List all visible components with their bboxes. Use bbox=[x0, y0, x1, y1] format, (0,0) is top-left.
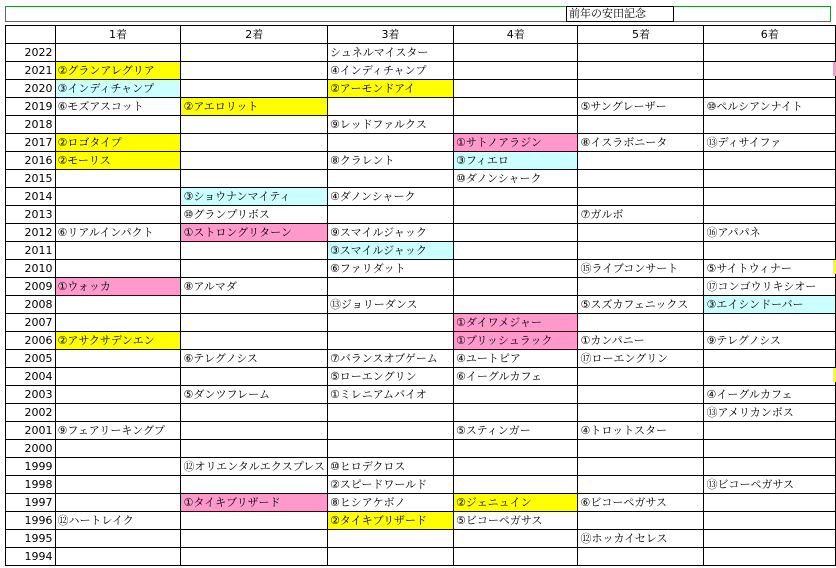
table-row bbox=[6, 278, 836, 296]
year-cell[interactable]: 2017 bbox=[6, 134, 56, 152]
table-row bbox=[6, 422, 836, 440]
table-row bbox=[6, 206, 836, 224]
result-cell[interactable] bbox=[181, 530, 327, 548]
year-cell[interactable]: 2013 bbox=[6, 206, 56, 224]
year-cell[interactable]: 1997 bbox=[6, 494, 56, 512]
result-cell[interactable] bbox=[55, 44, 181, 62]
result-cell[interactable] bbox=[578, 512, 704, 530]
header-2nd[interactable]: 2着 bbox=[181, 26, 327, 44]
result-cell[interactable]: ③エイシンドーバー bbox=[704, 296, 836, 314]
result-cell[interactable]: ⑤スティンガー bbox=[453, 422, 578, 440]
result-cell[interactable] bbox=[578, 386, 704, 404]
result-cell[interactable]: ⑦バランスオブゲーム bbox=[327, 350, 453, 368]
result-cell[interactable]: ⑧ヒシアケボノ bbox=[327, 494, 453, 512]
result-cell[interactable] bbox=[55, 170, 181, 188]
result-cell[interactable]: ⑥ビコーペガサス bbox=[578, 494, 704, 512]
table-row bbox=[6, 440, 836, 458]
table-row bbox=[6, 260, 836, 278]
table-row bbox=[6, 296, 836, 314]
result-cell[interactable]: ③ショウナンマイティ bbox=[181, 188, 327, 206]
year-cell[interactable]: 2007 bbox=[6, 314, 56, 332]
result-cell[interactable] bbox=[55, 188, 181, 206]
result-cell[interactable] bbox=[181, 440, 327, 458]
result-cell[interactable] bbox=[181, 62, 327, 80]
result-cell[interactable] bbox=[453, 440, 578, 458]
result-cell[interactable]: ⑤サングレーザー bbox=[578, 98, 704, 116]
result-cell[interactable]: ⑤サイトウィナー bbox=[704, 260, 836, 278]
result-cell[interactable]: ①カンパニー bbox=[578, 332, 704, 350]
result-cell[interactable] bbox=[704, 494, 836, 512]
result-cell[interactable] bbox=[453, 386, 578, 404]
result-cell[interactable]: ②ジェニュイン bbox=[453, 494, 578, 512]
result-cell[interactable] bbox=[181, 476, 327, 494]
result-cell[interactable] bbox=[453, 548, 578, 566]
result-cell[interactable] bbox=[55, 296, 181, 314]
result-cell[interactable]: ①ウォッカ bbox=[55, 278, 181, 296]
result-cell[interactable]: ⑤ダンツフレーム bbox=[181, 386, 327, 404]
year-cell[interactable]: 2004 bbox=[6, 368, 56, 386]
result-cell[interactable]: ③フィエロ bbox=[453, 152, 578, 170]
table-row bbox=[6, 134, 836, 152]
result-cell[interactable] bbox=[327, 134, 453, 152]
table-row bbox=[6, 476, 836, 494]
result-cell[interactable] bbox=[578, 440, 704, 458]
year-cell[interactable]: 2018 bbox=[6, 116, 56, 134]
result-cell[interactable] bbox=[181, 260, 327, 278]
result-cell[interactable] bbox=[578, 62, 704, 80]
result-cell[interactable] bbox=[704, 548, 836, 566]
result-cell[interactable] bbox=[704, 170, 836, 188]
result-cell[interactable] bbox=[578, 548, 704, 566]
result-cell[interactable]: ①ストロングリターン bbox=[181, 224, 327, 242]
table-row bbox=[6, 386, 836, 404]
result-cell[interactable]: ③インディチャンプ bbox=[55, 80, 181, 98]
result-cell[interactable]: ④ユートピア bbox=[453, 350, 578, 368]
header-4th[interactable]: 4着 bbox=[453, 26, 578, 44]
result-cell[interactable]: ⑥モズアスコット bbox=[55, 98, 181, 116]
result-cell[interactable] bbox=[181, 152, 327, 170]
result-cell[interactable]: ⑬ビコーペガサス bbox=[704, 476, 836, 494]
header-corner[interactable] bbox=[6, 26, 56, 44]
result-cell[interactable] bbox=[704, 188, 836, 206]
result-cell[interactable] bbox=[578, 44, 704, 62]
year-cell[interactable]: 1995 bbox=[6, 530, 56, 548]
header-5th[interactable]: 5着 bbox=[578, 26, 704, 44]
result-cell[interactable]: ⑫ホッカイセレス bbox=[578, 530, 704, 548]
result-cell[interactable]: ①ダイワメジャー bbox=[453, 314, 578, 332]
result-cell[interactable] bbox=[453, 116, 578, 134]
result-cell[interactable]: ⑩グランプリボス bbox=[181, 206, 327, 224]
result-cell[interactable]: ⑤スズカフェニックス bbox=[578, 296, 704, 314]
result-cell[interactable] bbox=[704, 206, 836, 224]
result-cell[interactable]: ④イーグルカフェ bbox=[704, 386, 836, 404]
title-row bbox=[5, 6, 831, 22]
result-cell[interactable] bbox=[181, 404, 327, 422]
table-row bbox=[6, 188, 836, 206]
result-cell[interactable]: ⑥ファリダット bbox=[327, 260, 453, 278]
year-cell[interactable]: 2016 bbox=[6, 152, 56, 170]
result-cell[interactable]: ②タイキブリザード bbox=[327, 512, 453, 530]
result-cell[interactable] bbox=[327, 422, 453, 440]
table-row bbox=[6, 152, 836, 170]
table-row bbox=[6, 116, 836, 134]
result-cell[interactable] bbox=[181, 116, 327, 134]
result-cell[interactable] bbox=[55, 368, 181, 386]
result-cell[interactable] bbox=[453, 44, 578, 62]
result-cell[interactable] bbox=[327, 98, 453, 116]
result-cell[interactable] bbox=[327, 278, 453, 296]
result-cell[interactable] bbox=[453, 404, 578, 422]
year-cell[interactable]: 2012 bbox=[6, 224, 56, 242]
result-cell[interactable]: ⑩ダノンシャーク bbox=[453, 170, 578, 188]
result-cell[interactable] bbox=[55, 314, 181, 332]
result-cell[interactable] bbox=[181, 512, 327, 530]
result-cell[interactable] bbox=[327, 548, 453, 566]
result-cell[interactable]: ⑯アパパネ bbox=[704, 224, 836, 242]
year-cell[interactable]: 1998 bbox=[6, 476, 56, 494]
result-cell[interactable] bbox=[327, 332, 453, 350]
year-cell[interactable]: 2002 bbox=[6, 404, 56, 422]
result-cell[interactable] bbox=[327, 170, 453, 188]
year-cell[interactable]: 2015 bbox=[6, 170, 56, 188]
year-cell[interactable]: 1994 bbox=[6, 548, 56, 566]
result-cell[interactable] bbox=[55, 494, 181, 512]
result-cell[interactable]: ⑨レッドファルクス bbox=[327, 116, 453, 134]
result-cell[interactable]: ①サトノアラジン bbox=[453, 134, 578, 152]
result-cell[interactable] bbox=[704, 314, 836, 332]
result-cell[interactable] bbox=[704, 350, 836, 368]
result-cell[interactable] bbox=[181, 548, 327, 566]
year-cell[interactable]: 1996 bbox=[6, 512, 56, 530]
year-cell[interactable]: 2006 bbox=[6, 332, 56, 350]
result-cell[interactable]: ⑩ペルシアンナイト bbox=[704, 98, 836, 116]
table-row bbox=[6, 242, 836, 260]
result-cell[interactable] bbox=[704, 440, 836, 458]
result-cell[interactable]: ④トロットスター bbox=[578, 422, 704, 440]
result-cell[interactable] bbox=[181, 44, 327, 62]
result-cell[interactable]: ②アーモンドアイ bbox=[327, 80, 453, 98]
year-cell[interactable]: 2019 bbox=[6, 98, 56, 116]
result-cell[interactable] bbox=[578, 170, 704, 188]
result-cell[interactable] bbox=[704, 458, 836, 476]
year-cell[interactable]: 2021 bbox=[6, 62, 56, 80]
result-cell[interactable]: ⑧アルマダ bbox=[181, 278, 327, 296]
result-cell[interactable] bbox=[704, 62, 836, 80]
table-row bbox=[6, 404, 836, 422]
result-cell[interactable]: ⑨フェアリーキングプ bbox=[55, 422, 181, 440]
result-cell[interactable] bbox=[578, 314, 704, 332]
result-cell[interactable] bbox=[327, 206, 453, 224]
result-cell[interactable] bbox=[578, 476, 704, 494]
result-cell[interactable] bbox=[55, 548, 181, 566]
result-cell[interactable] bbox=[453, 188, 578, 206]
year-cell[interactable]: 2020 bbox=[6, 80, 56, 98]
table-row bbox=[6, 314, 836, 332]
year-cell[interactable]: 2014 bbox=[6, 188, 56, 206]
result-cell[interactable] bbox=[704, 530, 836, 548]
table-row bbox=[6, 98, 836, 116]
result-cell[interactable] bbox=[453, 296, 578, 314]
result-cell[interactable]: ①ブリッシュラック bbox=[453, 332, 578, 350]
result-cell[interactable] bbox=[181, 314, 327, 332]
result-cell[interactable]: シュネルマイスター bbox=[327, 44, 453, 62]
result-cell[interactable]: ①タイキブリザード bbox=[181, 494, 327, 512]
result-cell[interactable] bbox=[453, 242, 578, 260]
year-cell[interactable]: 2009 bbox=[6, 278, 56, 296]
page-title[interactable]: 前年の安田記念 bbox=[566, 6, 674, 22]
result-cell[interactable]: ①ミレニアムバイオ bbox=[327, 386, 453, 404]
result-cell[interactable]: ⑥イーグルカフェ bbox=[453, 368, 578, 386]
year-cell[interactable]: 2000 bbox=[6, 440, 56, 458]
result-cell[interactable] bbox=[181, 134, 327, 152]
result-cell[interactable] bbox=[578, 152, 704, 170]
table-row bbox=[6, 368, 836, 386]
table-row bbox=[6, 530, 836, 548]
result-cell[interactable]: ②スピードワールド bbox=[327, 476, 453, 494]
result-cell[interactable]: ⑬ディサイファ bbox=[704, 134, 836, 152]
result-cell[interactable] bbox=[327, 314, 453, 332]
result-cell[interactable] bbox=[578, 242, 704, 260]
year-cell[interactable]: 2022 bbox=[6, 44, 56, 62]
result-cell[interactable] bbox=[578, 116, 704, 134]
result-cell[interactable]: ⑧クラレント bbox=[327, 152, 453, 170]
table-row bbox=[6, 170, 836, 188]
result-cell[interactable] bbox=[55, 242, 181, 260]
result-cell[interactable] bbox=[453, 98, 578, 116]
result-cell[interactable] bbox=[181, 242, 327, 260]
result-cell[interactable]: ⑩ヒロデクロス bbox=[327, 458, 453, 476]
result-cell[interactable] bbox=[704, 242, 836, 260]
result-cell[interactable] bbox=[453, 224, 578, 242]
table-row bbox=[6, 458, 836, 476]
result-cell[interactable] bbox=[55, 404, 181, 422]
result-cell[interactable] bbox=[453, 80, 578, 98]
result-cell[interactable] bbox=[578, 458, 704, 476]
header-3rd[interactable]: 3着 bbox=[327, 26, 453, 44]
result-cell[interactable] bbox=[327, 404, 453, 422]
result-cell[interactable] bbox=[453, 530, 578, 548]
table-row bbox=[6, 62, 836, 80]
result-cell[interactable] bbox=[55, 386, 181, 404]
result-cell[interactable]: ⑬ジョリーダンス bbox=[327, 296, 453, 314]
table-row bbox=[6, 494, 836, 512]
year-cell[interactable]: 2010 bbox=[6, 260, 56, 278]
result-cell[interactable] bbox=[578, 278, 704, 296]
table-row bbox=[6, 44, 836, 62]
result-cell[interactable]: ⑤ビコーペガサス bbox=[453, 512, 578, 530]
table-row bbox=[6, 80, 836, 98]
result-cell[interactable]: ②モーリス bbox=[55, 152, 181, 170]
year-cell[interactable]: 2005 bbox=[6, 350, 56, 368]
year-cell[interactable]: 2008 bbox=[6, 296, 56, 314]
result-cell[interactable] bbox=[578, 368, 704, 386]
result-cell[interactable] bbox=[181, 80, 327, 98]
results-grid bbox=[5, 25, 836, 566]
result-cell[interactable]: ③スマイルジャック bbox=[327, 242, 453, 260]
result-cell[interactable]: ⑬アメリカンボス bbox=[704, 404, 836, 422]
result-cell[interactable]: ⑧イスラボニータ bbox=[578, 134, 704, 152]
table-row bbox=[6, 350, 836, 368]
result-cell[interactable] bbox=[181, 422, 327, 440]
result-cell[interactable] bbox=[453, 278, 578, 296]
result-cell[interactable] bbox=[55, 350, 181, 368]
table-row bbox=[6, 548, 836, 566]
year-cell[interactable]: 2001 bbox=[6, 422, 56, 440]
year-cell[interactable]: 2011 bbox=[6, 242, 56, 260]
result-cell[interactable] bbox=[55, 260, 181, 278]
result-cell[interactable] bbox=[181, 368, 327, 386]
result-cell[interactable] bbox=[578, 80, 704, 98]
result-cell[interactable] bbox=[704, 116, 836, 134]
result-cell[interactable] bbox=[704, 368, 836, 386]
result-cell[interactable]: ⑫オリエンタルエクスプレス bbox=[181, 458, 327, 476]
result-cell[interactable] bbox=[704, 152, 836, 170]
result-cell[interactable] bbox=[578, 404, 704, 422]
result-cell[interactable]: ⑨スマイルジャック bbox=[327, 224, 453, 242]
result-cell[interactable] bbox=[55, 476, 181, 494]
result-cell[interactable] bbox=[453, 476, 578, 494]
result-cell[interactable] bbox=[55, 458, 181, 476]
result-cell[interactable]: ②アサクサデンエン bbox=[55, 332, 181, 350]
result-cell[interactable]: ⑨テレグノシス bbox=[704, 332, 836, 350]
year-cell[interactable]: 2003 bbox=[6, 386, 56, 404]
grid-body bbox=[6, 44, 836, 566]
result-cell[interactable] bbox=[578, 224, 704, 242]
result-cell[interactable] bbox=[453, 260, 578, 278]
result-cell[interactable]: ⑮ライブコンサート bbox=[578, 260, 704, 278]
result-cell[interactable] bbox=[453, 62, 578, 80]
table-row bbox=[6, 224, 836, 242]
table-row bbox=[6, 332, 836, 350]
result-cell[interactable]: ⑫ハートレイク bbox=[55, 512, 181, 530]
result-cell[interactable]: ②グランアレグリア bbox=[55, 62, 181, 80]
result-cell[interactable] bbox=[55, 116, 181, 134]
result-cell[interactable] bbox=[55, 530, 181, 548]
result-cell[interactable] bbox=[704, 44, 836, 62]
result-cell[interactable] bbox=[55, 440, 181, 458]
result-cell[interactable] bbox=[181, 170, 327, 188]
result-cell[interactable] bbox=[181, 296, 327, 314]
header-row bbox=[6, 26, 836, 44]
header-6th[interactable]: 6着 bbox=[704, 26, 836, 44]
result-cell[interactable]: ④インディチャンプ bbox=[327, 62, 453, 80]
result-cell[interactable] bbox=[55, 206, 181, 224]
result-cell[interactable] bbox=[704, 80, 836, 98]
result-cell[interactable] bbox=[181, 332, 327, 350]
table-row bbox=[6, 512, 836, 530]
result-cell[interactable] bbox=[704, 422, 836, 440]
result-cell[interactable]: ⑦ガルボ bbox=[578, 206, 704, 224]
year-cell[interactable]: 1999 bbox=[6, 458, 56, 476]
result-cell[interactable]: ⑥テレグノシス bbox=[181, 350, 327, 368]
result-cell[interactable]: ⑤ローエングリン bbox=[327, 368, 453, 386]
result-cell[interactable] bbox=[453, 206, 578, 224]
result-cell[interactable] bbox=[704, 512, 836, 530]
result-cell[interactable] bbox=[453, 458, 578, 476]
result-cell[interactable] bbox=[327, 440, 453, 458]
result-cell[interactable] bbox=[327, 530, 453, 548]
result-cell[interactable]: ⑥リアルインパクト bbox=[55, 224, 181, 242]
result-cell[interactable] bbox=[578, 188, 704, 206]
result-cell[interactable]: ②アエロリット bbox=[181, 98, 327, 116]
header-1st[interactable]: 1着 bbox=[55, 26, 181, 44]
result-cell[interactable]: ⑰コンゴウリキシオー bbox=[704, 278, 836, 296]
result-cell[interactable]: ④ダノンシャーク bbox=[327, 188, 453, 206]
result-cell[interactable]: ②ロゴタイプ bbox=[55, 134, 181, 152]
result-cell[interactable]: ⑰ローエングリン bbox=[578, 350, 704, 368]
